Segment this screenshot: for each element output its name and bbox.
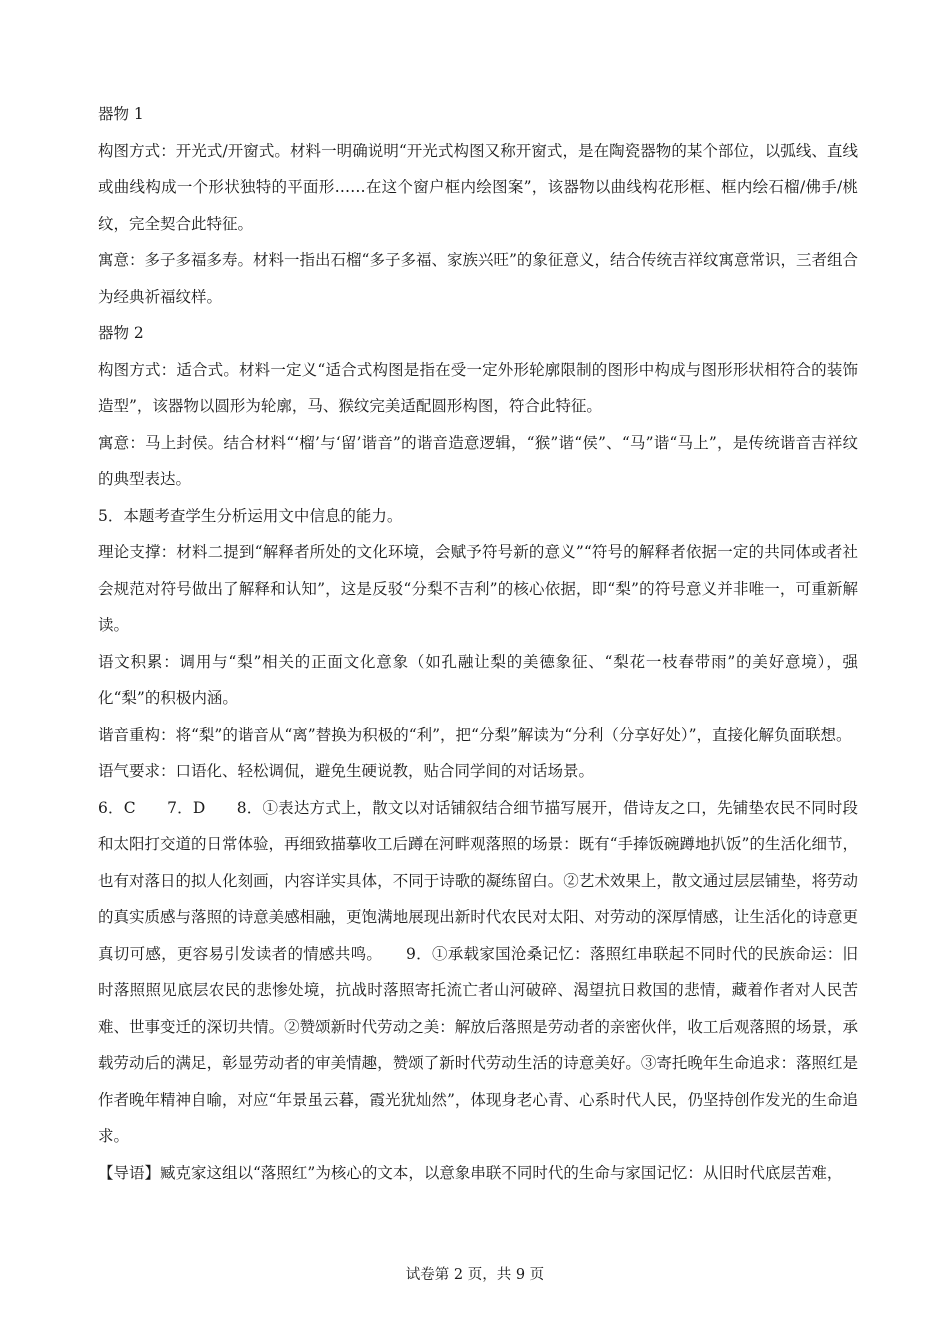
paragraph: 寓意：多子多福多寿。材料一指出石榴“多子多福、家族兴旺”的象征意义，结合传统吉祥纹寓意常识，三者组合为经典祈福纹样。 — [98, 251, 858, 306]
introduction-paragraph: 【导语】臧克家这组以“落照红”为核心的文本，以意象串联不同时代的生命与家国记忆：从旧时代底层苦难， — [98, 1163, 843, 1182]
paragraph: 构图方式：开光式/开窗式。材料一明确说明“开光式构图又称开窗式，是在陶瓷器物的某个部位，以弧线、直线或曲线构成一个形状独特的平面形……在这个窗户框内绘图案”，该器物以曲线构花形框、框内绘石榴/佛手/桃纹，完全契合此特征。 — [98, 141, 858, 233]
heading-vessel-1: 器物 1 — [98, 105, 144, 123]
paragraph: 理论支撑：材料二提到“解释者所处的文化环境，会赋予符号新的意义”“符号的解释者依据一定的共同体或者社会规范对符号做出了解释和认知”，这是反驳“分梨不吉利”的核心依据，即“梨”的符号意义并非唯一，可重新解读。 — [98, 543, 858, 634]
page-footer: 试卷第 2 页，共 9 页 — [405, 1267, 545, 1283]
heading-vessel-2: 器物 2 — [98, 324, 144, 342]
paragraph: 寓意：马上封侯。结合材料“‘榴’与‘留’谐音”的谐音造意逻辑，“猴”谐“侯”、“马”谐“马上”，是传统谐音吉祥纹的典型表达。 — [98, 433, 858, 488]
paragraph: 语气要求：口语化、轻松调侃，避免生硬说教，贴合同学间的对话场景。 — [98, 762, 595, 780]
paragraph: 构图方式：适合式。材料一定义“适合式构图是指在受一定外形轮廓限制的图形中构成与图形形状相符合的装饰造型”，该器物以圆形为轮廓，马、猴纹完美适配圆形构图，符合此特征。 — [98, 360, 858, 415]
document-body — [98, 96, 858, 1191]
paragraph: 谐音重构：将“梨”的谐音从“离”替换为积极的“利”，把“分梨”解读为“分利（分享好处）”，直接化解负面联想。 — [98, 725, 852, 744]
answers-6-9: 6．C 7．D 8．①表达方式上，散文以对话铺叙结合细节描写展开，借诗友之口，先铺垫农民不同时段和太阳打交道的日常体验，再细致描摹收工后蹲在河畔观落照的场景：既有“手捧饭碗蹲地扒饭”的生活化细节，也有对落日的拟人化刻画，内容详实具体，不同于诗歌的凝练留白。②艺术效果上，散文通过层层铺垫，将劳动的真实质感与落照的诗意美感相融，更饱满地展现出新时代农民对太阳、对劳动的深厚情感，让生活化的诗意更真切可感，更容易引发读者的情感共鸣。 9．①承载家国沧桑记忆：落照红串联起不同时代的民族命运：旧时落照照见底层农民的悲惨处境，抗战时落照寄托流亡者山河破碎、渴望抗日救国的悲情，藏着作者对人民苦难、世事变迁的深切共情。②赞颂新时代劳动之美：解放后落照是劳动者的亲密伙伴，收工后观落照的场景，承载劳动后的满足，彰显劳动者的审美情趣，赞颂了新时代劳动生活的诗意美好。③寄托晚年生命追求：落照红是作者晚年精神自喻，对应“年景虽云暮，霞光犹灿然”，体现身老心青、心系时代人民，仍坚持创作发光的生命追求。 — [98, 798, 859, 1145]
question-5-heading: 5．本题考查学生分析运用文中信息的能力。 — [98, 506, 403, 525]
paragraph: 语文积累：调用与“梨”相关的正面文化意象（如孔融让梨的美德象征、“梨花一枝春带雨”的美好意境），强化“梨”的积极内涵。 — [98, 652, 858, 707]
